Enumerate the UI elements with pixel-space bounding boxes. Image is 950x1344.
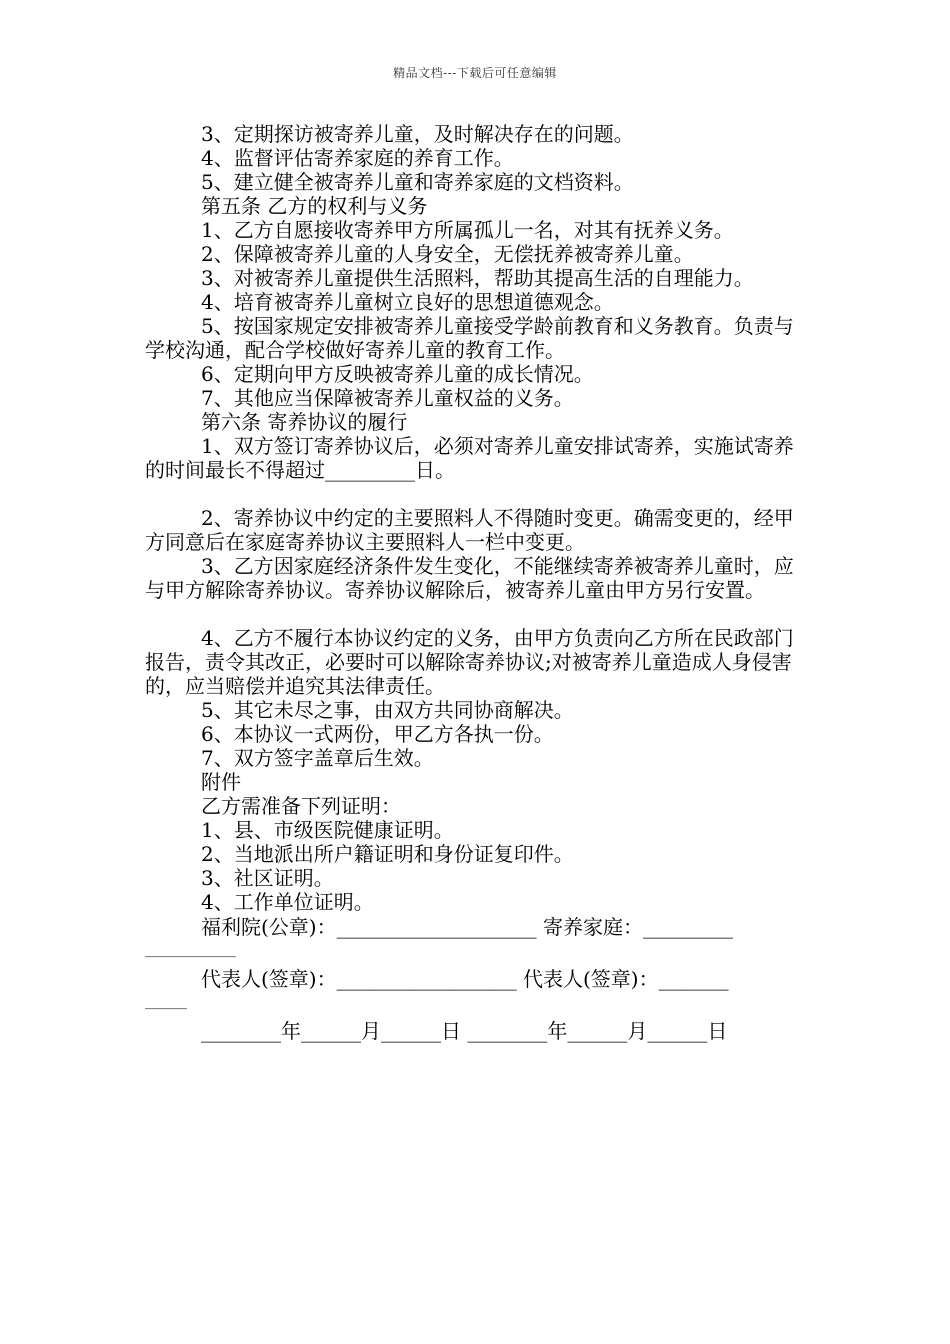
blank-line	[145, 482, 810, 506]
clause-line: 7、其他应当保障被寄养儿童权益的义务。	[201, 386, 574, 410]
signature-row-representative-continuation: ______	[145, 994, 187, 1010]
clause-line: 2、保障被寄养儿童的人身安全，无偿抚养被寄养儿童。	[201, 242, 694, 266]
clause-line: 1、乙方自愿接收寄养甲方所属孤儿一名，对其有抚养义务。	[201, 218, 734, 242]
attachment-title: 附件	[201, 770, 241, 794]
clause-paragraph: 1、双方签订寄养协议后，必须对寄养儿童安排试寄养，实施试寄养的时间最长不得超过_________日。	[145, 434, 794, 482]
attachment-item: 1、县、市级医院健康证明。	[201, 818, 454, 842]
signature-row-date: ________年______月______日 ________年______月______日	[201, 1019, 728, 1043]
signature-row-seal-continuation: _____________	[145, 942, 236, 958]
blank-line	[145, 602, 810, 626]
clause-line: 5、其它未尽之事，由双方共同协商解决。	[201, 698, 574, 722]
clause-paragraph: 3、乙方因家庭经济条件发生变化，不能继续寄养被寄养儿童时，应与甲方解除寄养协议。寄养协议解除后，被寄养儿童由甲方另行安置。	[145, 554, 794, 602]
clause-line: 3、定期探访被寄养儿童，及时解决存在的问题。	[201, 122, 634, 146]
clause-paragraph: 4、乙方不履行本协议约定的义务，由甲方负责向乙方所在民政部门报告，责令其改正，必要时可以解除寄养协议;对被寄养儿童造成人身侵害的，应当赔偿并追究其法律责任。	[145, 626, 794, 698]
clause-paragraph: 2、寄养协议中约定的主要照料人不得随时变更。确需变更的，经甲方同意后在家庭寄养协议主要照料人一栏中变更。	[145, 506, 794, 554]
page-header: 精品文档---下载后可任意编辑	[393, 66, 557, 80]
article-6-title: 第六条 寄养协议的履行	[201, 410, 408, 434]
clause-paragraph: 5、按国家规定安排被寄养儿童接受学龄前教育和义务教育。负责与学校沟通，配合学校做好寄养儿童的教育工作。	[145, 314, 794, 362]
attachment-intro: 乙方需准备下列证明：	[201, 794, 401, 818]
attachment-item: 4、工作单位证明。	[201, 890, 374, 914]
attachment-item: 2、当地派出所户籍证明和身份证复印件。	[201, 842, 574, 866]
clause-line: 6、定期向甲方反映被寄养儿童的成长情况。	[201, 362, 594, 386]
clause-line: 6、本协议一式两份，甲乙方各执一份。	[201, 722, 554, 746]
clause-line: 5、建立健全被寄养儿童和寄养家庭的文档资料。	[201, 170, 634, 194]
clause-line: 4、监督评估寄养家庭的养育工作。	[201, 146, 514, 170]
clause-line: 4、培育被寄养儿童树立良好的思想道德观念。	[201, 290, 614, 314]
attachment-item: 3、社区证明。	[201, 866, 334, 890]
article-5-title: 第五条 乙方的权利与义务	[201, 194, 428, 218]
document-body	[145, 122, 810, 1044]
clause-line: 3、对被寄养儿童提供生活照料，帮助其提高生活的自理能力。	[201, 266, 754, 290]
signature-row-representative: 代表人(签章)：__________________ 代表人(签章)：_______	[201, 967, 729, 991]
clause-line: 7、双方签字盖章后生效。	[201, 746, 434, 770]
signature-row-seal: 福利院(公章)：____________________ 寄养家庭：_________	[201, 915, 733, 939]
